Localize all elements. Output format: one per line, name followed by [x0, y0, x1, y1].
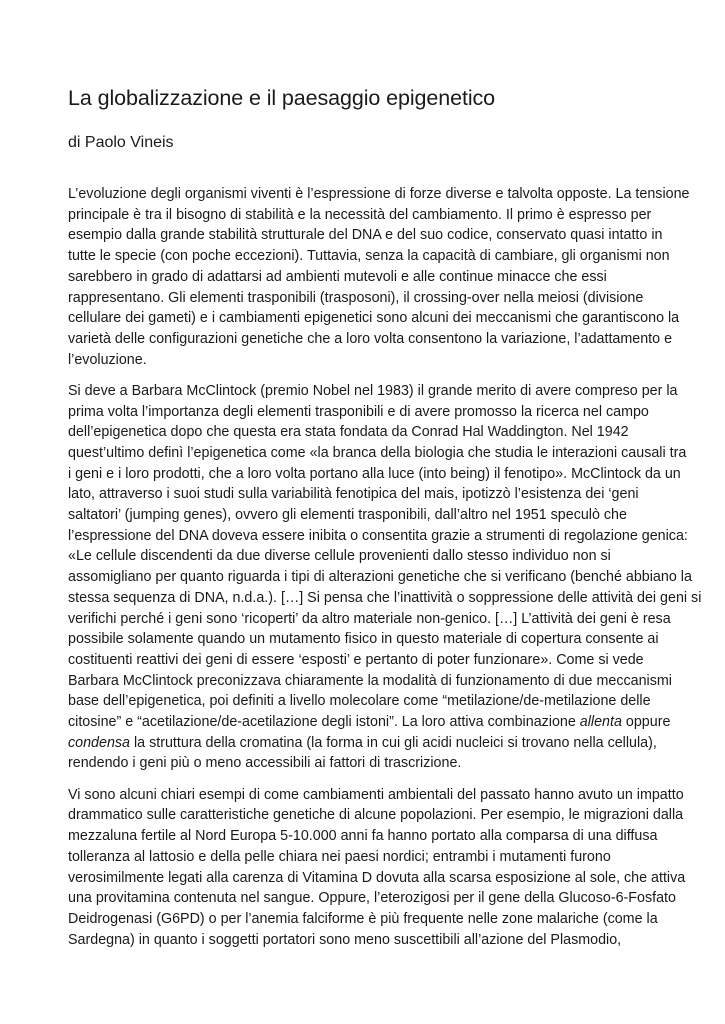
text-line: prima volta l’importanza degli elementi trasponibili e di avere promosso la ricerca nel campo	[68, 403, 649, 420]
document-author: di Paolo Vineis	[68, 134, 174, 151]
document-title: La globalizzazione e il paesaggio epigenetico	[68, 86, 496, 110]
paragraph-2	[68, 381, 702, 774]
text-line: «Le cellule discendenti da due diverse cellule provenienti dallo stesso individuo non si	[68, 548, 611, 565]
text-line: possibile solamente quando un mutamento fisico in questo materiale di copertura consente ai	[68, 631, 659, 648]
text-line: i geni e i loro prodotti, che a loro volta portano alla luce (into being) il fenotipo». McClintock da un	[68, 465, 681, 482]
text-segment: oppure	[621, 714, 671, 731]
italic-term: allenta	[579, 714, 622, 731]
text-segment: citosine” e “acetilazione/de-acetilazione degli istoni”. La loro attiva combinazione	[68, 714, 580, 731]
text-line: principale è tra il bisogno di stabilità e la necessità del cambiamento. Il primo è espresso per	[68, 206, 652, 223]
text-line: verosimilmente legati alla carenza di Vitamina D dovuta alla scarsa esposizione al sole, che attiva	[68, 869, 686, 886]
text-line: rappresentano. Gli elementi trasponibili (trasposoni), il crossing-over nella meiosi (divisione	[68, 289, 644, 306]
text-segment: la struttura della cromatina (la forma in cui gli acidi nucleici si trovano nella cellula),	[130, 734, 657, 751]
text-line	[68, 733, 660, 754]
text-line: Barbara McClintock preconizzava chiaramente la modalità di funzionamento di due meccanismi	[68, 672, 672, 689]
text-line: Si deve a Barbara McClintock (premio Nobel nel 1983) il grande merito di avere compreso per la	[68, 382, 678, 399]
paragraph-1	[68, 184, 690, 370]
document-body	[68, 184, 702, 961]
text-line: Vi sono alcuni chiari esempi di come cambiamenti ambientali del passato hanno avuto un impatto	[68, 786, 684, 803]
text-line: una provitamina contenuta nel sangue. Oppure, l’eterozigosi per il gene della Glucoso-6-Fosfato	[68, 890, 676, 907]
text-line: varietà delle configurazioni genetiche che a loro volta consentono la variazione, l’adattamento e	[68, 330, 673, 347]
text-line: stessa sequenza di DNA, n.d.a.). […] Si pensa che l’inattività o soppressione delle attività dei geni si	[68, 589, 702, 606]
text-line: Sardegna) in quanto i soggetti portatori sono meno suscettibili all’azione del Plasmodio,	[68, 931, 622, 948]
text-line: base dell’epigenetica, poi definiti a livello molecolare come “metilazione/de-metilazione delle	[68, 693, 651, 710]
text-line: drammatico sulle caratteristiche genetiche di alcune popolazioni. Per esempio, le migrazioni dalla	[68, 807, 684, 824]
text-line: costituenti reattivi dei geni di essere ‘esposti’ e pertanto di poter funzionare». Come si vede	[68, 651, 644, 668]
text-line: assomigliano per quanto riguarda i tipi di alterazioni genetiche che si verificano (benché abbiano la	[68, 569, 692, 586]
text-line: lato, attraverso i suoi studi sulla variabilità fenotipica del mais, ipotizzò l’esistenza dei ‘geni	[68, 486, 639, 503]
italic-term: condensa	[68, 734, 131, 751]
text-line: Deidrogenasi (G6PD) o per l’anemia falciforme è più frequente nelle zone malariche (come la	[68, 910, 658, 927]
text-line: dell’epigenetica dopo che questa era stata fondata da Conrad Hal Waddington. Nel 1942	[68, 424, 629, 441]
text-line: mezzaluna fertile al Nord Europa 5-10.000 anni fa hanno portato alla comparsa di una diffusa	[68, 828, 658, 845]
text-line: saltatori’ (jumping genes), ovvero gli elementi trasponibili, dall’altro nel 1951 speculò che	[68, 507, 627, 524]
text-line: l’espressione del DNA doveva essere inibita o consentita grazie a strumenti di regolazione genica:	[68, 527, 688, 544]
text-line: sarebbero in grado di adattarsi ad ambienti mutevoli e alle continue minacce che essi	[68, 268, 607, 285]
text-line: tolleranza al lattosio e della pelle chiara nei paesi nordici; entrambi i mutamenti furono	[68, 848, 611, 865]
text-line: rendendo i geni più o meno accessibili ai fattori di trascrizione.	[68, 755, 462, 772]
text-line: l’evoluzione.	[68, 351, 147, 368]
paragraph-3	[68, 785, 686, 951]
text-line: verifichi perché i geni sono ‘ricoperti’ da altro materiale non-genico. […] L’attività dei geni è resa	[68, 610, 671, 627]
text-line: L’evoluzione degli organismi viventi è l’espressione di forze diverse e talvolta opposte. La tensione	[68, 186, 690, 202]
text-line: cellulare dei gameti) e i cambiamenti epigenetici sono alcuni dei meccanismi che garantiscono la	[68, 310, 680, 327]
text-line: tutte le specie (con poche eccezioni). Tuttavia, senza la capacità di cambiare, gli organismi non	[68, 248, 670, 265]
text-line: quest’ultimo definì l’epigenetica come «la branca della biologia che studia le interazioni causali tra	[68, 444, 687, 461]
text-line: esempio dalla grande stabilità strutturale del DNA e del suo codice, conservato quasi intatto in	[68, 227, 663, 244]
text-line	[68, 712, 671, 733]
